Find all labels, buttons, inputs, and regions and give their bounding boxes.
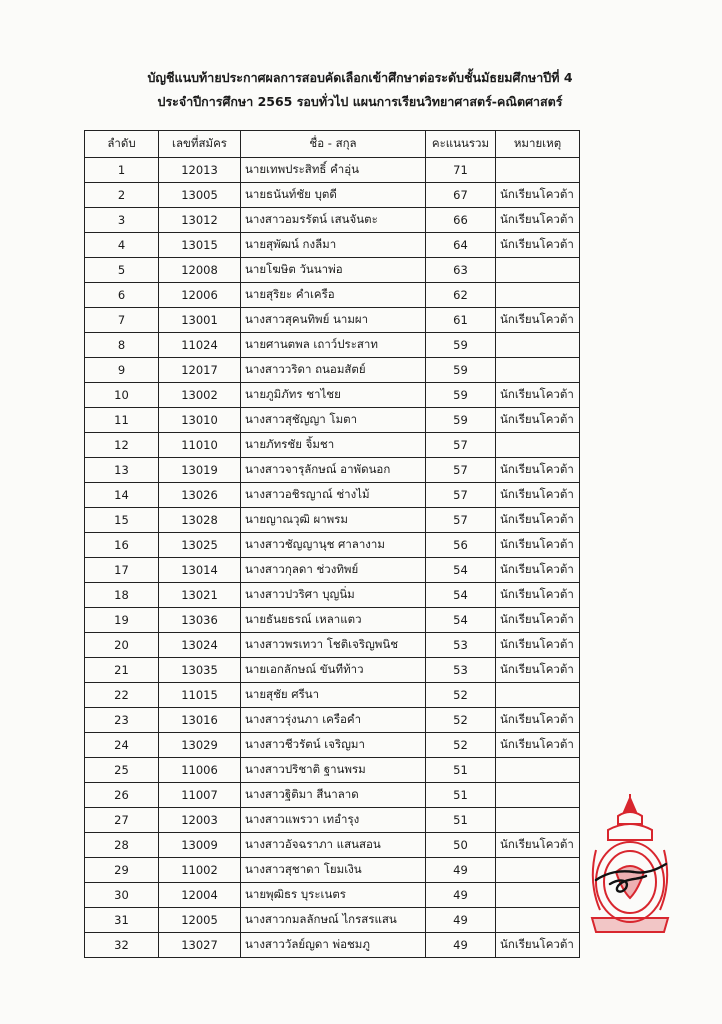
cell-applicant-id: 13001 — [159, 308, 241, 333]
cell-full-name: นางสาววัลย์ญดา พ่อชมภู — [241, 933, 426, 958]
cell-order: 30 — [85, 883, 159, 908]
cell-total-score: 59 — [426, 383, 496, 408]
cell-order: 8 — [85, 333, 159, 358]
document-title: บัญชีแนบท้ายประกาศผลการสอบคัดเลือกเข้าศึกษาต่อระดับชั้นมัธยมศึกษาปีที่ 4 — [147, 70, 573, 85]
cell-order: 3 — [85, 208, 159, 233]
cell-applicant-id: 11007 — [159, 783, 241, 808]
cell-order: 17 — [85, 558, 159, 583]
cell-order: 27 — [85, 808, 159, 833]
cell-remark: นักเรียนโควต้า — [496, 633, 580, 658]
cell-order: 26 — [85, 783, 159, 808]
cell-remark: นักเรียนโควต้า — [496, 508, 580, 533]
table-body — [85, 158, 580, 958]
cell-total-score: 54 — [426, 608, 496, 633]
table-row — [85, 708, 580, 733]
cell-remark — [496, 808, 580, 833]
cell-applicant-id: 12017 — [159, 358, 241, 383]
cell-remark: นักเรียนโควต้า — [496, 233, 580, 258]
cell-applicant-id: 12008 — [159, 258, 241, 283]
table-row — [85, 158, 580, 183]
cell-applicant-id: 12003 — [159, 808, 241, 833]
cell-total-score: 59 — [426, 333, 496, 358]
cell-full-name: นายสุชัย ศรีนา — [241, 683, 426, 708]
cell-applicant-id: 11024 — [159, 333, 241, 358]
cell-order: 6 — [85, 283, 159, 308]
cell-applicant-id: 11006 — [159, 758, 241, 783]
cell-remark — [496, 158, 580, 183]
cell-order: 14 — [85, 483, 159, 508]
cell-order: 31 — [85, 908, 159, 933]
cell-remark: นักเรียนโควต้า — [496, 658, 580, 683]
cell-order: 21 — [85, 658, 159, 683]
cell-full-name: นางสาวพรเทวา โชติเจริญพนิช — [241, 633, 426, 658]
cell-full-name: นางสาวสุชัญญา โมตา — [241, 408, 426, 433]
cell-order: 23 — [85, 708, 159, 733]
cell-total-score: 59 — [426, 358, 496, 383]
cell-order: 20 — [85, 633, 159, 658]
cell-remark — [496, 683, 580, 708]
cell-order: 24 — [85, 733, 159, 758]
document-subtitle: ประจำปีการศึกษา 2565 รอบทั่วไป แผนการเรียนวิทยาศาสตร์-คณิตศาสตร์ — [157, 94, 563, 109]
cell-order: 16 — [85, 533, 159, 558]
cell-full-name: นางสาวปวริศา บุญนิ่ม — [241, 583, 426, 608]
cell-applicant-id: 12004 — [159, 883, 241, 908]
cell-full-name: นางสาวอมรรัตน์ เสนจันตะ — [241, 208, 426, 233]
cell-applicant-id: 13026 — [159, 483, 241, 508]
cell-remark: นักเรียนโควต้า — [496, 608, 580, 633]
table-row — [85, 758, 580, 783]
cell-remark: นักเรียนโควต้า — [496, 933, 580, 958]
cell-remark — [496, 433, 580, 458]
cell-applicant-id: 12013 — [159, 158, 241, 183]
table-row — [85, 433, 580, 458]
cell-order: 15 — [85, 508, 159, 533]
cell-remark: นักเรียนโควต้า — [496, 533, 580, 558]
cell-applicant-id: 11002 — [159, 858, 241, 883]
cell-total-score: 66 — [426, 208, 496, 233]
cell-full-name: นางสาวแพรวา เทอำรุง — [241, 808, 426, 833]
cell-total-score: 49 — [426, 883, 496, 908]
table-row — [85, 683, 580, 708]
cell-remark: นักเรียนโควต้า — [496, 583, 580, 608]
cell-remark — [496, 783, 580, 808]
cell-order: 4 — [85, 233, 159, 258]
cell-applicant-id: 11010 — [159, 433, 241, 458]
cell-total-score: 51 — [426, 758, 496, 783]
cell-full-name: นายพุฒิธร บุระเนตร — [241, 883, 426, 908]
cell-order: 13 — [85, 458, 159, 483]
cell-applicant-id: 13035 — [159, 658, 241, 683]
cell-remark: นักเรียนโควต้า — [496, 383, 580, 408]
table-row — [85, 308, 580, 333]
table-row — [85, 608, 580, 633]
table-row — [85, 458, 580, 483]
table-row — [85, 408, 580, 433]
cell-total-score: 57 — [426, 483, 496, 508]
table-row — [85, 933, 580, 958]
cell-full-name: นายญาณวุฒิ ผาพรม — [241, 508, 426, 533]
cell-total-score: 57 — [426, 458, 496, 483]
cell-remark — [496, 258, 580, 283]
cell-applicant-id: 13019 — [159, 458, 241, 483]
header-order: ลำดับ — [85, 131, 159, 158]
cell-applicant-id: 13016 — [159, 708, 241, 733]
cell-order: 11 — [85, 408, 159, 433]
table-row — [85, 333, 580, 358]
cell-total-score: 49 — [426, 908, 496, 933]
cell-total-score: 51 — [426, 783, 496, 808]
cell-order: 28 — [85, 833, 159, 858]
table-row — [85, 858, 580, 883]
cell-order: 7 — [85, 308, 159, 333]
cell-total-score: 63 — [426, 258, 496, 283]
cell-applicant-id: 13025 — [159, 533, 241, 558]
table-row — [85, 733, 580, 758]
cell-order: 2 — [85, 183, 159, 208]
cell-order: 12 — [85, 433, 159, 458]
cell-full-name: นายเอกลักษณ์ ขันทีท้าว — [241, 658, 426, 683]
cell-full-name: นายเทพประสิทธิ์ คำอุ่น — [241, 158, 426, 183]
cell-total-score: 50 — [426, 833, 496, 858]
table-row — [85, 908, 580, 933]
cell-remark — [496, 858, 580, 883]
table-row — [85, 283, 580, 308]
cell-total-score: 49 — [426, 858, 496, 883]
table-row — [85, 833, 580, 858]
cell-total-score: 49 — [426, 933, 496, 958]
cell-applicant-id: 13010 — [159, 408, 241, 433]
cell-applicant-id: 13005 — [159, 183, 241, 208]
cell-full-name: นางสาวรุ่งนภา เครือคำ — [241, 708, 426, 733]
table-row — [85, 183, 580, 208]
table-row — [85, 258, 580, 283]
cell-applicant-id: 13024 — [159, 633, 241, 658]
cell-total-score: 67 — [426, 183, 496, 208]
cell-remark — [496, 758, 580, 783]
table-row — [85, 508, 580, 533]
cell-remark: นักเรียนโควต้า — [496, 308, 580, 333]
table-row — [85, 883, 580, 908]
cell-applicant-id: 13036 — [159, 608, 241, 633]
table-row — [85, 658, 580, 683]
cell-full-name: นายภัทรชัย จิ้มชา — [241, 433, 426, 458]
cell-total-score: 54 — [426, 583, 496, 608]
results-table — [84, 130, 580, 958]
cell-order: 5 — [85, 258, 159, 283]
cell-order: 32 — [85, 933, 159, 958]
cell-order: 1 — [85, 158, 159, 183]
cell-applicant-id: 13015 — [159, 233, 241, 258]
cell-applicant-id: 13027 — [159, 933, 241, 958]
table-row — [85, 633, 580, 658]
cell-total-score: 56 — [426, 533, 496, 558]
cell-full-name: นางสาวกมลลักษณ์ ไกรสรแสน — [241, 908, 426, 933]
cell-full-name: นายสุริยะ คำเครือ — [241, 283, 426, 308]
table-row — [85, 383, 580, 408]
cell-full-name: นางสาวชัญญานุช ศาลางาม — [241, 533, 426, 558]
cell-order: 25 — [85, 758, 159, 783]
cell-full-name: นางสาวอัจฉราภา แสนสอน — [241, 833, 426, 858]
cell-remark: นักเรียนโควต้า — [496, 458, 580, 483]
cell-total-score: 64 — [426, 233, 496, 258]
cell-total-score: 57 — [426, 433, 496, 458]
cell-total-score: 52 — [426, 683, 496, 708]
cell-total-score: 53 — [426, 633, 496, 658]
cell-remark: นักเรียนโควต้า — [496, 183, 580, 208]
cell-applicant-id: 11015 — [159, 683, 241, 708]
cell-full-name: นายธันยธรณ์ เหลาแตว — [241, 608, 426, 633]
cell-applicant-id: 13009 — [159, 833, 241, 858]
cell-applicant-id: 13014 — [159, 558, 241, 583]
cell-order: 10 — [85, 383, 159, 408]
cell-applicant-id: 13012 — [159, 208, 241, 233]
cell-applicant-id: 13021 — [159, 583, 241, 608]
cell-applicant-id: 12006 — [159, 283, 241, 308]
cell-remark — [496, 883, 580, 908]
table-row — [85, 558, 580, 583]
table-row — [85, 808, 580, 833]
table-row — [85, 783, 580, 808]
cell-full-name: นางสาวจารุลักษณ์ อาพัดนอก — [241, 458, 426, 483]
cell-full-name: นายสุพัฒน์ กงลีมา — [241, 233, 426, 258]
cell-remark — [496, 333, 580, 358]
cell-full-name: นายธนันท์ชัย บุตดี — [241, 183, 426, 208]
cell-total-score: 71 — [426, 158, 496, 183]
header-full-name: ชื่อ - สกุล — [241, 131, 426, 158]
header-total-score: คะแนนรวม — [426, 131, 496, 158]
cell-total-score: 52 — [426, 733, 496, 758]
cell-remark: นักเรียนโควต้า — [496, 558, 580, 583]
cell-total-score: 54 — [426, 558, 496, 583]
table-header-row — [85, 131, 580, 158]
cell-remark — [496, 908, 580, 933]
cell-full-name: นางสาวสุคนทิพย์ นามผา — [241, 308, 426, 333]
cell-total-score: 52 — [426, 708, 496, 733]
cell-order: 22 — [85, 683, 159, 708]
cell-applicant-id: 13028 — [159, 508, 241, 533]
cell-total-score: 61 — [426, 308, 496, 333]
cell-full-name: นางสาวชีวรัตน์ เจริญมา — [241, 733, 426, 758]
table-row — [85, 358, 580, 383]
cell-full-name: นางสาวอชิรญาณ์ ช่างไม้ — [241, 483, 426, 508]
cell-applicant-id: 12005 — [159, 908, 241, 933]
handwritten-signature-icon — [590, 850, 670, 900]
cell-order: 18 — [85, 583, 159, 608]
cell-full-name: นายโฆษิต วันนาพ่อ — [241, 258, 426, 283]
cell-full-name: นางสาวกุลดา ช่วงทิพย์ — [241, 558, 426, 583]
cell-remark — [496, 358, 580, 383]
header-applicant-id: เลขที่สมัคร — [159, 131, 241, 158]
cell-total-score: 62 — [426, 283, 496, 308]
cell-full-name: นางสาวสุชาดา โยมเงิน — [241, 858, 426, 883]
table-row — [85, 483, 580, 508]
cell-remark: นักเรียนโควต้า — [496, 208, 580, 233]
table-row — [85, 583, 580, 608]
header-remark: หมายเหตุ — [496, 131, 580, 158]
cell-total-score: 51 — [426, 808, 496, 833]
table-row — [85, 533, 580, 558]
cell-full-name: นายภูมิภัทร ชาไชย — [241, 383, 426, 408]
cell-order: 19 — [85, 608, 159, 633]
cell-full-name: นางสาวฐิติมา สีนาลาด — [241, 783, 426, 808]
cell-order: 29 — [85, 858, 159, 883]
cell-order: 9 — [85, 358, 159, 383]
cell-full-name: นางสาววริดา ถนอมสัตย์ — [241, 358, 426, 383]
cell-total-score: 59 — [426, 408, 496, 433]
cell-remark: นักเรียนโควต้า — [496, 833, 580, 858]
cell-applicant-id: 13029 — [159, 733, 241, 758]
cell-applicant-id: 13002 — [159, 383, 241, 408]
cell-full-name: นางสาวปริชาติ ฐานพรม — [241, 758, 426, 783]
cell-remark: นักเรียนโควต้า — [496, 733, 580, 758]
cell-total-score: 57 — [426, 508, 496, 533]
cell-full-name: นายศานตพล เถาว์ประสาท — [241, 333, 426, 358]
cell-remark: นักเรียนโควต้า — [496, 483, 580, 508]
table-row — [85, 208, 580, 233]
table-row — [85, 233, 580, 258]
cell-remark: นักเรียนโควต้า — [496, 708, 580, 733]
cell-total-score: 53 — [426, 658, 496, 683]
cell-remark: นักเรียนโควต้า — [496, 408, 580, 433]
cell-remark — [496, 283, 580, 308]
